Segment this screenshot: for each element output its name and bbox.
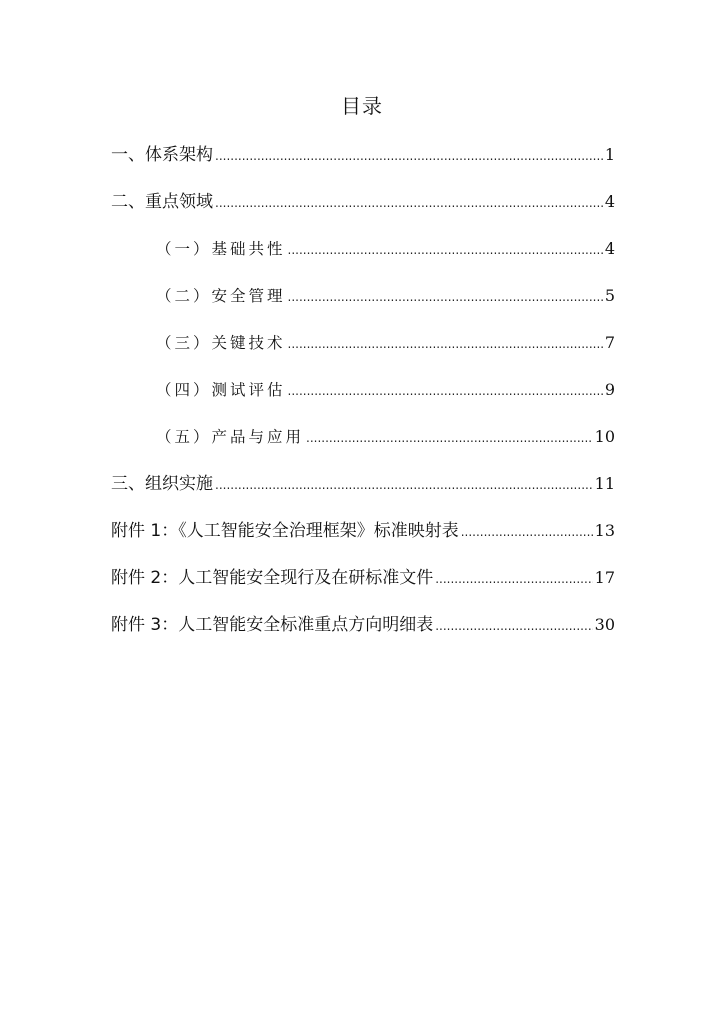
toc-entry-page: 7 [604,333,615,352]
toc-entry-page: 4 [604,192,615,211]
dot-leader [288,282,603,312]
toc-entry-implementation[interactable] [111,469,615,516]
dot-leader [435,611,592,641]
toc-entry-label: （二）安全管理 [156,287,286,305]
dot-leader [288,376,603,406]
toc-entry-label: 附件 1：《人工智能安全治理框架》标准映射表 [111,521,459,541]
toc-entry-label: 附件 3：人工智能安全标准重点方向明细表 [111,615,434,635]
toc-entry-label: 三、组织实施 [111,474,213,494]
toc-entry-page: 9 [604,380,615,399]
toc-entry-products-applications[interactable] [111,422,615,469]
toc-entry-basic-common[interactable] [111,234,615,281]
table-of-contents [111,140,615,657]
toc-entry-label: （三）关键技术 [156,334,286,352]
toc-entry-key-areas[interactable] [111,187,615,234]
toc-entry-label: （五）产品与应用 [156,428,305,446]
toc-entry-label: （一）基础共性 [156,240,286,258]
toc-entry-security-management[interactable] [111,281,615,328]
dot-leader [215,141,603,171]
toc-entry-page: 5 [604,286,615,305]
toc-entry-page: 17 [594,568,615,587]
toc-entry-annex-2[interactable] [111,563,615,610]
dot-leader [288,235,603,265]
dot-leader [215,188,603,218]
dot-leader [288,329,603,359]
toc-entry-label: 一、体系架构 [111,145,213,165]
toc-entry-architecture[interactable] [111,140,615,187]
toc-entry-testing-evaluation[interactable] [111,375,615,422]
page-title: 目录 [341,94,383,118]
toc-entry-page: 11 [594,474,615,493]
dot-leader [435,564,592,594]
dot-leader [461,517,593,547]
toc-entry-page: 4 [604,239,615,258]
toc-entry-page: 1 [604,145,615,164]
toc-entry-page: 10 [594,427,615,446]
toc-entry-label: 二、重点领域 [111,192,213,212]
dot-leader [215,470,593,500]
toc-entry-annex-1[interactable] [111,516,615,563]
toc-entry-label: 附件 2：人工智能安全现行及在研标准文件 [111,568,434,588]
toc-entry-page: 30 [594,615,615,634]
toc-entry-page: 13 [594,521,615,540]
dot-leader [306,423,593,453]
toc-entry-key-technology[interactable] [111,328,615,375]
toc-entry-label: （四）测试评估 [156,381,286,399]
toc-entry-annex-3[interactable] [111,610,615,657]
